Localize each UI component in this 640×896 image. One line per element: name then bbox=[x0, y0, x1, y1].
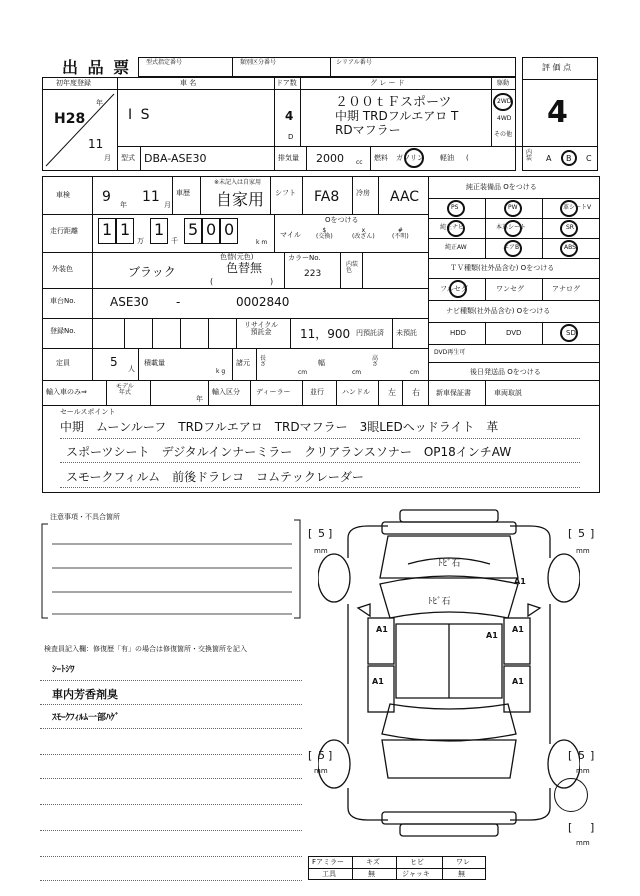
interior-label: 内装 bbox=[526, 149, 533, 162]
length-cm: cm bbox=[298, 369, 308, 376]
shift-label: シフト bbox=[275, 189, 296, 197]
navi-title: ナビ種類(社外品含む) Oをつける bbox=[446, 307, 551, 315]
width-cm: cm bbox=[352, 369, 362, 376]
capacity-value: 5 bbox=[110, 355, 118, 369]
navi-sd: SD bbox=[566, 329, 576, 337]
footer-v2: 無 bbox=[368, 870, 375, 878]
dvd-play-label: DVD再生可 bbox=[434, 349, 466, 356]
grade-label: グ レ ー ド bbox=[370, 79, 405, 87]
mileage-digit-6: 0 bbox=[224, 220, 235, 239]
footer-h1: Fアミラー bbox=[312, 858, 345, 866]
drive-2wd: 2WD bbox=[497, 98, 512, 105]
serial-number-label: シリアル番号 bbox=[336, 59, 372, 66]
color-paren-open: ( bbox=[210, 277, 214, 286]
mileage-label: 走行距離 bbox=[50, 227, 78, 235]
footer-h3: ヒビ bbox=[410, 858, 424, 866]
circle-ps bbox=[447, 200, 465, 217]
fuel-diesel: 軽油 bbox=[440, 154, 454, 162]
load-kg: k g bbox=[216, 368, 226, 375]
circle-sr bbox=[560, 220, 578, 237]
mileage-digit-1: 1 bbox=[102, 220, 113, 239]
sales-line1: 中期 ムーンルーフ TRDフルエアロ TRDマフラー 3眼LEDヘッドライト 革 bbox=[60, 420, 499, 434]
handle-label: ハンドル bbox=[342, 388, 370, 396]
recycle-unit: 円預託済 bbox=[356, 329, 384, 337]
tire-rl-open: [ bbox=[308, 749, 313, 762]
footer-v4: 無 bbox=[458, 870, 465, 878]
swap-label: $ (交換) bbox=[316, 227, 333, 240]
tire-fr-open: [ bbox=[568, 527, 573, 540]
ac-label: 冷房 bbox=[356, 189, 370, 197]
category-number-label: 類別区分番号 bbox=[240, 59, 277, 66]
history-note: ※未記入は自家用 bbox=[214, 179, 262, 186]
mileage-sen: 千 bbox=[171, 237, 178, 245]
circle-airbag bbox=[504, 240, 522, 257]
color-no-label: カラーNo. bbox=[288, 254, 321, 262]
inspection-month-unit: 月 bbox=[164, 201, 171, 209]
mileage-man: 万 bbox=[137, 237, 144, 245]
score-label: 評 価 点 bbox=[542, 63, 572, 72]
note-line3: ｽﾓｰｸﾌｨﾙﾑ一部ﾊｹﾞ bbox=[52, 713, 120, 723]
capacity-unit: 人 bbox=[128, 365, 135, 373]
equip-pw: PW bbox=[508, 204, 518, 211]
after-warranty: 新車保証書 bbox=[436, 389, 471, 397]
sheet-title: 出 品 票 bbox=[62, 58, 132, 77]
diagram-windshield-mark: ﾄﾋﾞ石 bbox=[428, 597, 451, 607]
doors-value: 4 bbox=[285, 109, 294, 123]
circle-sd bbox=[560, 324, 578, 342]
height-cm: cm bbox=[410, 369, 420, 376]
mileage-km: k m bbox=[256, 239, 268, 246]
tire-rr-open: [ bbox=[568, 749, 573, 762]
model-year-suffix: 年 bbox=[196, 395, 203, 403]
mile-label: マイル bbox=[280, 231, 301, 239]
inspection-year: 9 bbox=[102, 189, 111, 205]
sales-line3: スモークフィルム 前後ドラレコ コムテックレーダー bbox=[66, 470, 364, 484]
diagram-a1-left-front: A1 bbox=[376, 625, 388, 634]
load-label: 積載量 bbox=[144, 359, 165, 367]
tire-fl-value: 5 bbox=[318, 527, 325, 540]
tire-fr-value: 5 bbox=[578, 527, 585, 540]
tire-fl-unit: mm bbox=[314, 547, 328, 555]
color-value: ブラック bbox=[128, 265, 176, 279]
navi-dvd: DVD bbox=[506, 329, 522, 337]
circle-pw bbox=[504, 200, 522, 217]
tv-oneseg: ワンセグ bbox=[496, 285, 524, 293]
drive-2wd-circle bbox=[493, 93, 513, 111]
dealer-label: ディーラー bbox=[256, 388, 291, 396]
score-value: 4 bbox=[547, 95, 568, 130]
caution-label: 注意事項・不具合箇所 bbox=[50, 513, 120, 521]
interior-c: C bbox=[586, 154, 592, 163]
footer-v3: ジャッキ bbox=[402, 870, 430, 878]
note-line1: ｼｰﾄｼﾜ bbox=[52, 665, 75, 675]
diagram-a1-right-rear: A1 bbox=[512, 677, 524, 686]
tv-analog: アナログ bbox=[552, 285, 580, 293]
diagram-a1-right-front: A1 bbox=[512, 625, 524, 634]
recycle-unpaid: 未預託 bbox=[396, 329, 417, 337]
interior-b: B bbox=[566, 154, 572, 163]
inspector-label: 検査員記入欄：修復歴「有」の場合は修復箇所・交換箇所を記入 bbox=[44, 645, 247, 653]
tire-rr-close: ] bbox=[590, 749, 595, 762]
month-unit: 月 bbox=[104, 154, 111, 162]
tire-fr-close: ] bbox=[590, 527, 595, 540]
tire-rl-close: ] bbox=[328, 749, 333, 762]
unknown-label: # (不明) bbox=[392, 227, 409, 240]
displacement-value: 2000 bbox=[316, 152, 344, 165]
tire-fr-unit: mm bbox=[576, 547, 590, 555]
interior-a: A bbox=[546, 154, 552, 163]
tire-rr-value: 5 bbox=[578, 749, 585, 762]
history-label: 車歴 bbox=[176, 189, 190, 197]
after-manual: 車両取説 bbox=[494, 389, 522, 397]
tire-rr-unit: mm bbox=[576, 767, 590, 775]
footer-h2: キズ bbox=[366, 858, 380, 866]
diagram-a1-left-rear: A1 bbox=[372, 677, 384, 686]
ac-value: AAC bbox=[390, 189, 420, 205]
tire-rl-unit: mm bbox=[314, 767, 328, 775]
doors-suffix: D bbox=[288, 133, 294, 141]
circle-seat bbox=[504, 220, 522, 237]
color-change: 色替無 bbox=[226, 261, 263, 275]
equip-airbag: エアB bbox=[503, 244, 520, 251]
sales-label: セールスポイント bbox=[60, 408, 116, 416]
header-id-row bbox=[138, 57, 516, 77]
color-paren-close: ) bbox=[270, 277, 274, 286]
cc-unit: cc bbox=[356, 159, 363, 166]
length-label: 長 さ bbox=[260, 355, 267, 368]
equip-aw: 純正AW bbox=[445, 244, 467, 251]
type-number-label: 型式指定番号 bbox=[146, 59, 183, 66]
diagram-a1-front-right: A1 bbox=[514, 577, 526, 586]
footer-v1: 工具 bbox=[322, 870, 336, 878]
mileage-digit-4: 5 bbox=[188, 220, 199, 239]
grade-line1: ２００ｔＦスポーツ bbox=[335, 95, 452, 110]
grade-line2: 中期 TRDフルエアロ T bbox=[335, 109, 459, 123]
inspection-year-unit: 年 bbox=[120, 201, 127, 209]
tire-fl-close: ] bbox=[328, 527, 333, 540]
capacity-label: 定員 bbox=[56, 359, 70, 367]
genuine-title: 純正装備品 Oをつける bbox=[466, 183, 537, 191]
grade-line3: RDマフラー bbox=[335, 123, 401, 137]
spare-tire bbox=[554, 778, 588, 812]
tv-fullseg: フルセグ bbox=[440, 285, 468, 293]
equip-ps: PS bbox=[451, 204, 459, 211]
size-label: 諸元 bbox=[236, 359, 250, 367]
equip-leather: 革シートV bbox=[563, 204, 592, 211]
tamper-label: x (改ざん) bbox=[352, 227, 375, 240]
fuel-paren: ( bbox=[466, 154, 469, 162]
tv-title: ＴＶ種類(社外品含む) Oをつける bbox=[450, 264, 555, 272]
drive-other: その他 bbox=[494, 131, 513, 138]
mileage-digit-5: 0 bbox=[206, 220, 217, 239]
reg-label: 登録No. bbox=[50, 327, 76, 335]
tire-spare-close: ] bbox=[590, 821, 595, 834]
color-no: 223 bbox=[304, 269, 322, 279]
car-name-label: 車 名 bbox=[180, 79, 197, 87]
mileage-digit-2: 1 bbox=[120, 220, 131, 239]
note-line2: 車内芳香剤臭 bbox=[52, 688, 118, 701]
sales-line2: スポーツシート デジタルインナーミラー クリアランスソナー OP18インチAW bbox=[66, 445, 512, 459]
inspection-label: 車検 bbox=[56, 191, 70, 199]
fuel-gasoline: ガソリン bbox=[396, 154, 424, 162]
recycle-label: リサイクル 預託金 bbox=[244, 321, 279, 336]
circle-note: Oをつける bbox=[325, 216, 359, 224]
fuel-gasoline-circle bbox=[404, 148, 424, 168]
doors-label: ドア数 bbox=[276, 79, 297, 87]
first-reg-label: 初年度登録 bbox=[56, 79, 91, 87]
caution-bracket bbox=[40, 518, 302, 624]
tire-spare-unit: mm bbox=[576, 839, 590, 847]
chassis-prefix: ASE30 bbox=[110, 295, 149, 309]
equip-navi: 純正ナビ bbox=[440, 224, 465, 231]
chassis-number: 0002840 bbox=[236, 295, 290, 309]
import-label: 輸入車のみ⇒ bbox=[46, 388, 87, 396]
chassis-dash: - bbox=[176, 295, 181, 309]
tire-fl-open: [ bbox=[308, 527, 313, 540]
shift-value: FA8 bbox=[314, 189, 340, 205]
equip-abs: ABS bbox=[564, 244, 576, 251]
mileage-digit-3: 1 bbox=[154, 220, 165, 239]
circle-abs bbox=[560, 240, 578, 257]
displacement-label: 排気量 bbox=[278, 154, 299, 162]
width-label: 幅 bbox=[318, 359, 325, 367]
parallel-label: 並行 bbox=[310, 388, 324, 396]
import-type-label: 輸入区分 bbox=[212, 388, 240, 396]
footer-h4: ワレ bbox=[456, 858, 470, 866]
equip-sr: SR bbox=[566, 224, 574, 231]
first-reg-month: 11 bbox=[88, 137, 104, 151]
circle-leather bbox=[560, 200, 578, 217]
drive-4wd: 4WD bbox=[497, 115, 512, 122]
chassis-label: 車台No. bbox=[50, 297, 76, 305]
history-value: 自家用 bbox=[216, 190, 265, 209]
equip-seat: 本革シート bbox=[496, 224, 527, 231]
circle-fullseg bbox=[449, 280, 467, 298]
model-label: 型式 bbox=[121, 154, 135, 162]
inspection-month: 11 bbox=[142, 189, 160, 205]
after-title: 後日発送品 Oをつける bbox=[470, 368, 541, 376]
tire-spare-open: [ bbox=[568, 821, 573, 834]
first-reg-era: H28 bbox=[54, 111, 86, 127]
fuel-label: 燃料 bbox=[374, 154, 388, 162]
navi-hdd: HDD bbox=[450, 329, 467, 337]
height-label: 高 さ bbox=[372, 355, 379, 368]
diagram-a1-roof: A1 bbox=[486, 631, 498, 640]
drive-label: 駆動 bbox=[497, 80, 510, 87]
color-orig-label: 色替(元色) bbox=[220, 253, 254, 261]
model-year-label: モデル 年式 bbox=[116, 383, 134, 396]
car-damage-diagram bbox=[318, 508, 580, 840]
interior-color-label: 内装 色 bbox=[346, 261, 359, 274]
car-name: I S bbox=[128, 107, 152, 123]
color-label: 外装色 bbox=[52, 265, 73, 273]
circle-navi bbox=[447, 220, 465, 237]
interior-b-circle bbox=[561, 150, 577, 166]
handle-left: 左 bbox=[388, 388, 396, 397]
model-value: DBA-ASE30 bbox=[144, 152, 207, 165]
handle-right: 右 bbox=[412, 388, 420, 397]
tire-rl-value: 5 bbox=[318, 749, 325, 762]
year-unit: 年 bbox=[96, 99, 103, 107]
recycle-amount: 11，900 bbox=[300, 327, 351, 341]
diagram-hood-mark: ﾄﾋﾞ石 bbox=[438, 559, 461, 569]
